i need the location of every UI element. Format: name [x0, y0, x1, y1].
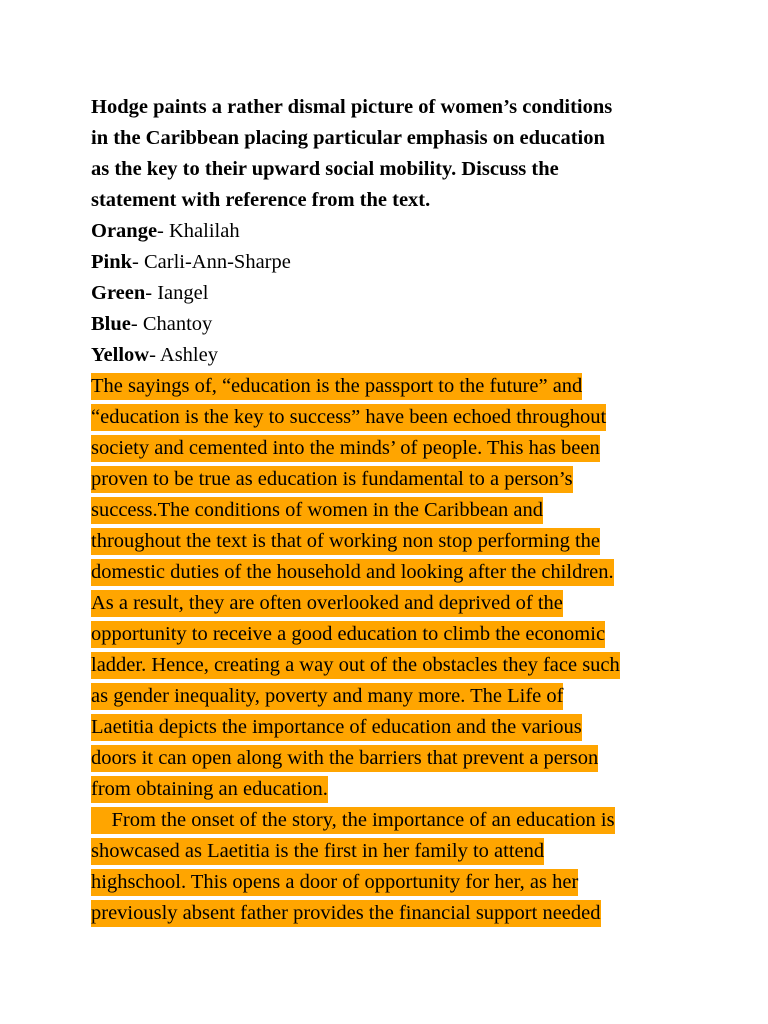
color-name: Pink — [91, 251, 133, 273]
highlighted-text: previously absent father provides the financial support needed — [91, 900, 601, 927]
prompt-line: as the key to their upward social mobility. Discuss the — [91, 158, 559, 180]
highlighted-text: opportunity to receive a good education to climb the economic — [91, 621, 605, 648]
body-line — [91, 371, 691, 402]
person-name: - Khalilah — [157, 220, 240, 242]
body-line — [91, 588, 691, 619]
body-line — [91, 433, 691, 464]
document-content — [91, 92, 691, 929]
body-line — [91, 495, 691, 526]
highlighted-text: From the onset of the story, the importance of an education is — [91, 807, 615, 834]
highlighted-text: highschool. This opens a door of opportunity for her, as her — [91, 869, 578, 896]
prompt-line: statement with reference from the text. — [91, 189, 431, 211]
body-line — [91, 743, 691, 774]
body-line — [91, 867, 691, 898]
highlighted-text: showcased as Laetitia is the first in her family to attend — [91, 838, 544, 865]
highlighted-text: As a result, they are often overlooked and deprived of the — [91, 590, 563, 617]
color-key-green — [91, 278, 691, 309]
highlighted-text: “education is the key to success” have been echoed throughout — [91, 404, 606, 431]
person-name: - Carli-Ann-Sharpe — [132, 251, 291, 273]
prompt-line: in the Caribbean placing particular emphasis on education — [91, 127, 605, 149]
body-line — [91, 526, 691, 557]
body-line — [91, 805, 691, 836]
body-line — [91, 464, 691, 495]
color-key — [91, 216, 691, 371]
highlighted-text: doors it can open along with the barriers that prevent a person — [91, 745, 598, 772]
color-name: Orange — [91, 220, 158, 242]
body-line — [91, 557, 691, 588]
color-name: Yellow — [91, 344, 150, 366]
body-line — [91, 836, 691, 867]
body-line — [91, 619, 691, 650]
body-line — [91, 650, 691, 681]
highlighted-text: domestic duties of the household and looking after the children. — [91, 559, 614, 586]
highlighted-text: Laetitia depicts the importance of education and the various — [91, 714, 582, 741]
color-key-pink — [91, 247, 691, 278]
highlighted-text: success.The conditions of women in the Caribbean and — [91, 497, 543, 524]
highlighted-text: society and cemented into the minds’ of people. This has been — [91, 435, 600, 462]
body-line — [91, 774, 691, 805]
person-name: - Ashley — [149, 344, 218, 366]
essay-prompt — [91, 92, 691, 216]
color-name: Green — [91, 282, 146, 304]
body-line — [91, 898, 691, 929]
body-line — [91, 402, 691, 433]
body-line — [91, 712, 691, 743]
highlighted-text: proven to be true as education is fundamental to a person’s — [91, 466, 573, 493]
color-key-orange — [91, 216, 691, 247]
person-name: - Iangel — [145, 282, 209, 304]
person-name: - Chantoy — [130, 313, 213, 335]
highlighted-text: throughout the text is that of working non stop performing the — [91, 528, 600, 555]
highlighted-text: from obtaining an education. — [91, 776, 328, 803]
body-line — [91, 681, 691, 712]
highlighted-text: The sayings of, “education is the passport to the future” and — [91, 373, 582, 400]
color-name: Blue — [91, 313, 131, 335]
highlighted-essay-body — [91, 371, 691, 929]
prompt-line: Hodge paints a rather dismal picture of women’s conditions — [91, 96, 613, 118]
color-key-blue — [91, 309, 691, 340]
highlighted-text: ladder. Hence, creating a way out of the obstacles they face such — [91, 652, 620, 679]
highlighted-text: as gender inequality, poverty and many more. The Life of — [91, 683, 563, 710]
color-key-yellow — [91, 340, 691, 371]
